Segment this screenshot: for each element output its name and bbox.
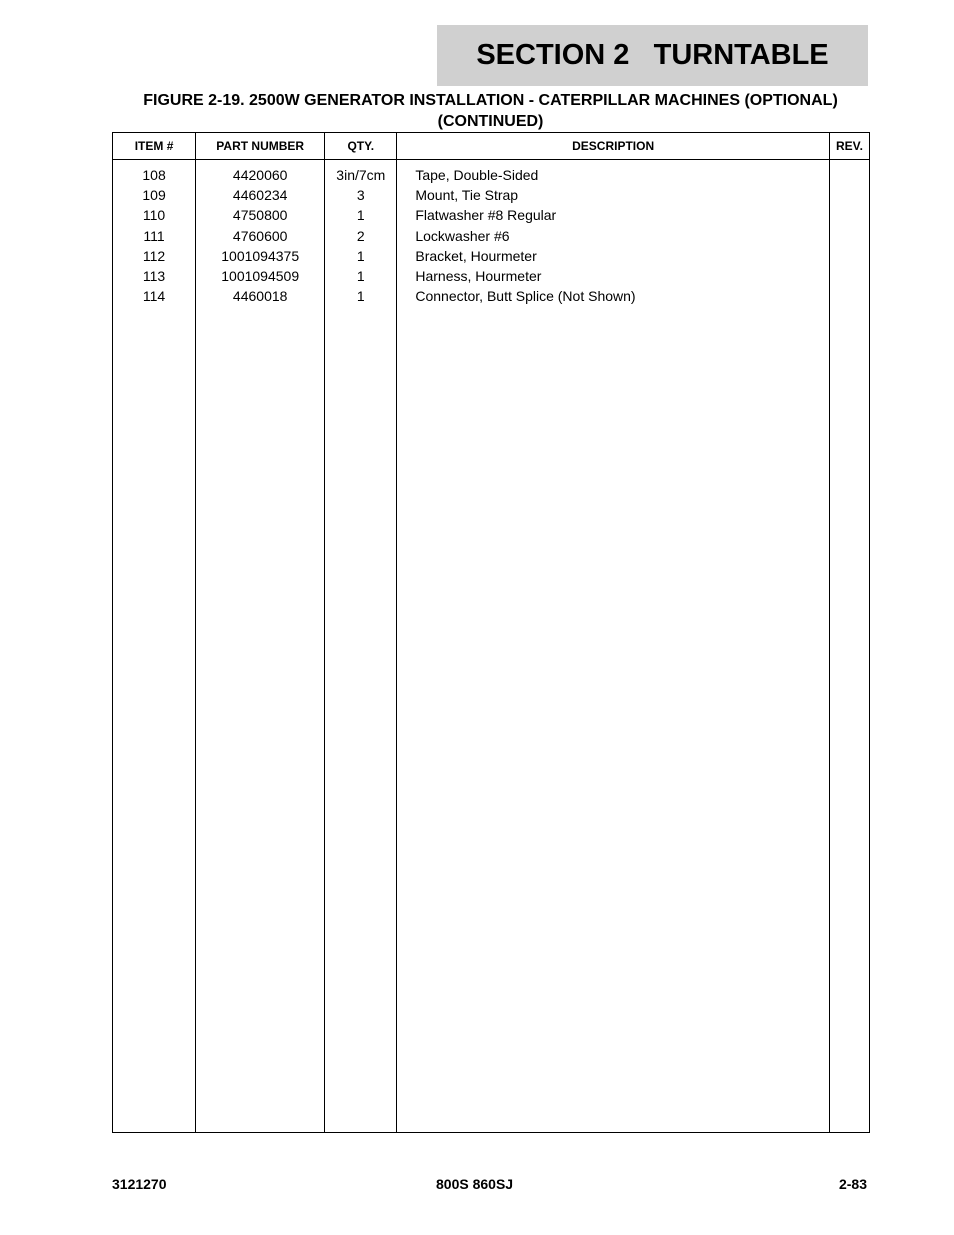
item-number: 112 <box>142 247 166 264</box>
part-number: 1001094509 <box>221 267 300 284</box>
column-header-item: ITEM # <box>113 133 196 160</box>
quantity: 1 <box>356 288 365 305</box>
footer-doc-number: 3121270 <box>112 1176 167 1192</box>
part-number: 4420060 <box>232 167 288 183</box>
column-header-part-number: PART NUMBER <box>196 133 325 160</box>
figure-title <box>112 90 869 132</box>
item-number: 114 <box>142 288 166 305</box>
item-number: 111 <box>143 227 165 244</box>
description: Bracket, Hourmeter <box>415 247 537 264</box>
description: Tape, Double-Sided <box>415 167 539 183</box>
footer-model: 800S 860SJ <box>436 1176 514 1192</box>
quantity: 2 <box>356 227 365 244</box>
quantity: 1 <box>356 247 365 264</box>
quantity: 3 <box>356 187 365 204</box>
revision <box>830 187 869 207</box>
rev-list <box>830 160 869 308</box>
part-number: 4750800 <box>232 207 288 224</box>
part-number: 4460234 <box>232 187 288 204</box>
description-list <box>397 160 829 308</box>
item-number: 108 <box>142 167 166 183</box>
rev-column <box>829 160 869 1133</box>
description: Lockwasher #6 <box>415 227 510 244</box>
description: Flatwasher #8 Regular <box>415 207 557 224</box>
item-number: 113 <box>142 267 166 284</box>
part-number: 4460018 <box>232 288 288 305</box>
part-number: 4760600 <box>232 227 288 244</box>
description: Mount, Tie Strap <box>415 187 519 204</box>
item-column <box>113 160 196 1133</box>
column-header-rev: REV. <box>829 133 869 160</box>
qty-column <box>325 160 397 1133</box>
item-list <box>113 160 195 308</box>
revision <box>830 268 869 288</box>
revision <box>830 167 869 187</box>
qty-list <box>325 160 396 308</box>
part-number-list <box>196 160 324 308</box>
quantity: 3in/7cm <box>336 167 386 183</box>
description: Harness, Hourmeter <box>415 267 542 284</box>
description: Connector, Butt Splice (Not Shown) <box>415 288 636 305</box>
revision <box>830 288 869 308</box>
revision <box>830 207 869 227</box>
item-number: 110 <box>142 207 166 224</box>
parts-table <box>112 132 870 1133</box>
part-number: 1001094375 <box>221 247 300 264</box>
footer-page-number: 2-83 <box>838 1176 867 1192</box>
column-header-description: DESCRIPTION <box>397 133 830 160</box>
column-header-qty: QTY. <box>325 133 397 160</box>
revision <box>830 228 869 248</box>
figure-title-line-1: FIGURE 2-19. 2500W GENERATOR INSTALLATION - CATERPILLAR MACHINES (OPTIONAL) <box>143 92 838 109</box>
table-body-row <box>113 160 870 1133</box>
table-header-row <box>113 133 870 160</box>
item-number: 109 <box>142 187 166 204</box>
section-title: SECTION 2 TURNTABLE <box>476 39 829 71</box>
section-header <box>437 25 868 86</box>
figure-title-line-2: (CONTINUED) <box>437 113 544 130</box>
revision <box>830 248 869 268</box>
part-number-column <box>196 160 325 1133</box>
quantity: 1 <box>356 207 365 224</box>
quantity: 1 <box>356 267 365 284</box>
description-column <box>397 160 830 1133</box>
